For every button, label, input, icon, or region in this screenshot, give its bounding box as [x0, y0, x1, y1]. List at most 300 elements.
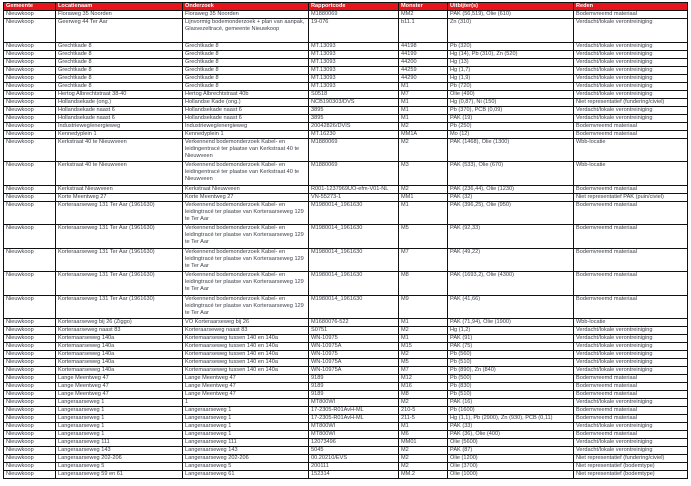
cell-rapportcode: 19-076 [309, 19, 399, 43]
cell-locatienaam: Korteraarseweg 131 Ter Aar (1961630) [56, 295, 183, 319]
cell-locatienaam: Korteraarseweg naast 83 [56, 327, 183, 335]
cell-reden: Verdacht/lokale verontreiniging [574, 74, 688, 82]
cell-locatienaam: Grechtkade 8 [56, 74, 183, 82]
cell-rapportcode: 00.20210/EVS [309, 455, 399, 463]
cell-reden: Verdacht/lokale verontreiniging [574, 58, 688, 66]
cell-monster: M5 [399, 225, 448, 249]
cell-uitbijters: PAK (16) [448, 399, 574, 407]
cell-uitbijters: Hg (13) [448, 58, 574, 66]
cell-reden: Bodemvreemd materiaal [574, 295, 688, 319]
cell-reden: Wbb-locatie [574, 319, 688, 327]
cell-gemeente: Nieuwkoop [4, 122, 56, 130]
cell-rapportcode: WN-10975A [309, 343, 399, 351]
cell-locatienaam: Kortemaarseweg 140a [56, 351, 183, 359]
cell-rapportcode: MT.16230 [309, 130, 399, 138]
cell-uitbijters: PAK (75) [448, 343, 574, 351]
cell-onderzoek: Floraweg 35 Noorden [183, 11, 309, 19]
cell-onderzoek: Verkennend bodemonderzoek Kabel- en leidingentracé ter plaatse van Kerkstraat 40 te Nieuwveen [183, 138, 309, 162]
cell-uitbijters: PAK (32) [448, 193, 574, 201]
cell-uitbijters: PAK (236,44), Olie (1230) [448, 185, 574, 193]
table-row [4, 407, 688, 415]
cell-gemeente: Nieuwkoop [4, 193, 56, 201]
table-row [4, 201, 688, 225]
cell-uitbijters: Pb (320) [448, 42, 574, 50]
cell-monster: MM1A [399, 130, 448, 138]
table-row [4, 351, 688, 359]
cell-monster: M5 [399, 359, 448, 367]
cell-monster: 211-5 [399, 415, 448, 423]
cell-rapportcode: M1980014_1961630 [309, 295, 399, 319]
cell-monster: M2 [399, 455, 448, 463]
cell-locatienaam: Lange Meentweg 47 [56, 383, 183, 391]
cell-gemeente: Nieuwkoop [4, 50, 56, 58]
cell-gemeente: Nieuwkoop [4, 351, 56, 359]
cell-gemeente: Nieuwkoop [4, 407, 56, 415]
cell-locatienaam: Geerweg 44 Ter Aar [56, 19, 183, 43]
cell-reden: Bodemvreemd materiaal [574, 415, 688, 423]
cell-uitbijters: PAK (33) [448, 423, 574, 431]
cell-uitbijters: Olie (5600) [448, 439, 574, 447]
cell-monster: M2 [399, 463, 448, 471]
table-row [4, 106, 688, 114]
cell-rapportcode: M1680076-522 [309, 319, 399, 327]
cell-locatienaam: Langeraarseweg 1 [56, 431, 183, 439]
cell-uitbijters: Hg (1,2) [448, 327, 574, 335]
cell-rapportcode: R001-1237969UO-efm-V01-NL [309, 185, 399, 193]
cell-reden: Verdacht/lokale verontreiniging [574, 327, 688, 335]
cell-locatienaam: Hollandsekade naast 6 [56, 114, 183, 122]
cell-rapportcode: M1980014_1961630 [309, 225, 399, 249]
cell-rapportcode: MT.13093 [309, 42, 399, 50]
cell-locatienaam: Kerkstraat Nieuwveen [56, 185, 183, 193]
cell-locatienaam: Lange Meentweg 47 [56, 391, 183, 399]
table-row [4, 375, 688, 383]
cell-uitbijters: Pb (1600) [448, 407, 574, 415]
cell-onderzoek: Verkennend bodemonderzoek Kabel- en leidingtracé ter plaatse van Korteraarseweg 129 te Ter Aar [183, 201, 309, 225]
cell-uitbijters: PAK (92,33) [448, 225, 574, 249]
cell-gemeente: Nieuwkoop [4, 98, 56, 106]
cell-reden: Bodemvreemd materiaal [574, 201, 688, 225]
table-row [4, 295, 688, 319]
cell-monster: M2 [399, 447, 448, 455]
cell-gemeente: Nieuwkoop [4, 359, 56, 367]
cell-uitbijters: Pb (250) [448, 122, 574, 130]
cell-gemeente: Nieuwkoop [4, 82, 56, 90]
cell-uitbijters: Zn (310) [448, 19, 574, 43]
table-row [4, 50, 688, 58]
cell-uitbijters: Pb (830) [448, 383, 574, 391]
cell-locatienaam: Langeraarseweg 59 en 61 [56, 471, 183, 479]
cell-monster: M1 [399, 98, 448, 106]
cell-uitbijters: Mo (12) [448, 130, 574, 138]
cell-monster: M1 [399, 82, 448, 90]
cell-locatienaam: Industrieweg/energieweg [56, 122, 183, 130]
cell-monster: M2 [399, 138, 448, 162]
cell-locatienaam: Langeraarseweg 143 [56, 447, 183, 455]
cell-rapportcode: M1880069 [309, 162, 399, 186]
cell-reden: Verdacht/lokale verontreiniging [574, 90, 688, 98]
header-locatienaam: Locatienaam [56, 3, 183, 11]
cell-gemeente: Nieuwkoop [4, 42, 56, 50]
cell-monster: MM2 [399, 11, 448, 19]
cell-rapportcode: M1980014_1961630 [309, 272, 399, 296]
cell-locatienaam: Hollandsekade (ong.) [56, 98, 183, 106]
cell-monster: M3 [399, 162, 448, 186]
cell-locatienaam: Korteraarseweg 131 Ter Aar (1961630) [56, 248, 183, 272]
cell-onderzoek: Korte Meentweg 27 [183, 193, 309, 201]
table-row [4, 439, 688, 447]
cell-gemeente: Nieuwkoop [4, 335, 56, 343]
cell-locatienaam: Langeraarseweg 1 [56, 415, 183, 423]
cell-onderzoek: Grechtkade 8 [183, 66, 309, 74]
cell-gemeente: Nieuwkoop [4, 225, 56, 249]
cell-reden: Bodemvreemd materiaal [574, 407, 688, 415]
cell-locatienaam: Kortemaarseweg 140a [56, 343, 183, 351]
table-row [4, 66, 688, 74]
cell-rapportcode: NCB190303/DVS [309, 98, 399, 106]
cell-rapportcode: M1980014_1961630 [309, 201, 399, 225]
cell-reden: Bodemvreemd materiaal [574, 11, 688, 19]
cell-monster: M6 [399, 431, 448, 439]
cell-rapportcode: 12073496 [309, 439, 399, 447]
cell-reden: Bodemvreemd materiaal [574, 225, 688, 249]
cell-rapportcode: M1980014_1961630 [309, 248, 399, 272]
table-row [4, 399, 688, 407]
cell-locatienaam: Korteraarseweg 131 Ter Aar (1961630) [56, 272, 183, 296]
header-row [4, 3, 688, 11]
cell-rapportcode: MT800WI [309, 423, 399, 431]
table-row [4, 82, 688, 90]
cell-reden: Bodemvreemd materiaal [574, 130, 688, 138]
cell-gemeente: Nieuwkoop [4, 90, 56, 98]
cell-locatienaam: Kortemaarseweg 140a [56, 367, 183, 375]
cell-reden: Verdacht/lokale verontreiniging [574, 50, 688, 58]
cell-reden: Wbb-locatie [574, 138, 688, 162]
table-row [4, 122, 688, 130]
cell-reden: Niet representatief PAK (puin/civiel) [574, 193, 688, 201]
cell-onderzoek: Hollandse Kade (ong.) [183, 98, 309, 106]
cell-gemeente: Nieuwkoop [4, 327, 56, 335]
cell-onderzoek: Grechtkade 8 [183, 50, 309, 58]
cell-gemeente: Nieuwkoop [4, 19, 56, 43]
table-row [4, 98, 688, 106]
cell-locatienaam: Kortemaarseweg 140a [56, 335, 183, 343]
table-row [4, 11, 688, 19]
cell-uitbijters: Hg (1,1), Pb (2900), Zn (930), PCB (0,11) [448, 415, 574, 423]
table-body [4, 11, 688, 479]
cell-gemeente: Nieuwkoop [4, 391, 56, 399]
cell-gemeente: Nieuwkoop [4, 415, 56, 423]
table-row [4, 193, 688, 201]
cell-gemeente: Nieuwkoop [4, 74, 56, 82]
cell-monster: M7 [399, 248, 448, 272]
table-row [4, 90, 688, 98]
table-row [4, 447, 688, 455]
cell-monster: MM1 [399, 193, 448, 201]
cell-gemeente: Nieuwkoop [4, 455, 56, 463]
cell-onderzoek: Kortemaarseweg tussen 140 en 140a [183, 367, 309, 375]
cell-monster: M8 [399, 272, 448, 296]
cell-gemeente: Nieuwkoop [4, 471, 56, 479]
cell-rapportcode: MT.13093 [309, 66, 399, 74]
cell-locatienaam: Hertog Albrechtstraat 38-40 [56, 90, 183, 98]
cell-locatienaam: Langeraarseweg 1 [56, 399, 183, 407]
cell-locatienaam: Kennedyplein 1 [56, 130, 183, 138]
cell-monster: 44290 [399, 74, 448, 82]
cell-gemeente: Nieuwkoop [4, 138, 56, 162]
cell-reden: Bodemvreemd materiaal [574, 272, 688, 296]
cell-onderzoek: Verkennend bodemonderzoek Kabel- en leidingtracé ter plaatse van Korteraarseweg 129 te Ter Aar [183, 295, 309, 319]
cell-reden: Bodemvreemd materiaal [574, 375, 688, 383]
cell-uitbijters: Pb (720) [448, 82, 574, 90]
cell-onderzoek: Verkennend bodemonderzoek Kabel- en leidingtracé ter plaatse van Korteraarseweg 129 te Ter Aar [183, 248, 309, 272]
cell-locatienaam: Kortemaarseweg 140a [56, 359, 183, 367]
cell-uitbijters: PAK (87) [448, 447, 574, 455]
cell-onderzoek: Kortemaarseweg tussen 140 en 140a [183, 351, 309, 359]
cell-reden: Verdacht/lokale verontreiniging [574, 343, 688, 351]
cell-gemeente: Nieuwkoop [4, 431, 56, 439]
cell-monster: 44198 [399, 42, 448, 50]
cell-monster: M2 [399, 327, 448, 335]
cell-monster: MM.2 [399, 471, 448, 479]
header-gemeente: Gemeente [4, 3, 56, 11]
cell-onderzoek: Grechtkade 8 [183, 74, 309, 82]
table-row [4, 58, 688, 66]
cell-uitbijters: Olie (3700) [448, 463, 574, 471]
cell-gemeente: Nieuwkoop [4, 114, 56, 122]
cell-monster: M1 [399, 106, 448, 114]
cell-reden: Verdacht/lokale verontreiniging [574, 19, 688, 43]
cell-uitbijters: Pb (890), Zn (840) [448, 367, 574, 375]
header-rapportcode: Rapportcode [309, 3, 399, 11]
table-row [4, 383, 688, 391]
table-row [4, 185, 688, 193]
cell-gemeente: Nieuwkoop [4, 343, 56, 351]
cell-onderzoek: Langeraarseweg 1 [183, 407, 309, 415]
cell-locatienaam: Korteraarseweg 131 Ter Aar (1961630) [56, 225, 183, 249]
cell-onderzoek: Hollandsekade naast 6 [183, 114, 309, 122]
cell-gemeente: Nieuwkoop [4, 375, 56, 383]
table-row [4, 319, 688, 327]
cell-onderzoek: Langeraarseweg 5 [183, 463, 309, 471]
table-row [4, 359, 688, 367]
cell-monster: M2 [399, 399, 448, 407]
cell-onderzoek: Industrieweg/energieweg [183, 122, 309, 130]
cell-monster: M1 [399, 201, 448, 225]
header-reden: Reden [574, 3, 688, 11]
cell-onderzoek: Grechtkade 8 [183, 58, 309, 66]
cell-uitbijters: Hg (0,87), Ni (150) [448, 98, 574, 106]
cell-uitbijters: Olie (1000) [448, 471, 574, 479]
cell-rapportcode: WN-10975 [309, 351, 399, 359]
cell-onderzoek: Verkennend bodemonderzoek Kabel- en leidingentracé ter plaatse van Kerkstraat 40 te Nieuwveen [183, 162, 309, 186]
cell-monster: 44200 [399, 58, 448, 66]
cell-rapportcode: MT.13093 [309, 74, 399, 82]
cell-reden: Verdacht/lokale verontreiniging [574, 66, 688, 74]
cell-uitbijters: PAK (1468), Olie (1300) [448, 138, 574, 162]
cell-onderzoek: Kortemaarseweg tussen 140 en 140a [183, 335, 309, 343]
cell-uitbijters: Pb (510) [448, 391, 574, 399]
cell-rapportcode: MT800WI [309, 399, 399, 407]
cell-onderzoek: Lange Meentweg 47 [183, 375, 309, 383]
table-row [4, 225, 688, 249]
cell-locatienaam: Kerkstraat 40 te Nieuwveen [56, 138, 183, 162]
cell-locatienaam: Langeraarseweg 1 [56, 423, 183, 431]
cell-gemeente: Nieuwkoop [4, 447, 56, 455]
cell-gemeente: Nieuwkoop [4, 201, 56, 225]
cell-reden: Verdacht/lokale verontreiniging [574, 335, 688, 343]
cell-reden: Niet representatief (fundering/civiel) [574, 455, 688, 463]
cell-locatienaam: Langeraarseweg 1 [56, 407, 183, 415]
cell-gemeente: Nieuwkoop [4, 162, 56, 186]
cell-uitbijters: PAK (36), Olie (400) [448, 431, 574, 439]
cell-uitbijters: Hg (1,7) [448, 66, 574, 74]
cell-monster: M2 [399, 351, 448, 359]
table-row [4, 335, 688, 343]
cell-onderzoek: Langeraarseweg 1 [183, 431, 309, 439]
cell-rapportcode: WN-10975A [309, 367, 399, 375]
cell-reden: Verdacht/lokale verontreiniging [574, 367, 688, 375]
table-row [4, 248, 688, 272]
cell-onderzoek: Hertog Albrechtstraat 40b [183, 90, 309, 98]
table-row [4, 162, 688, 186]
cell-uitbijters: Pb (370), PCB (0,09) [448, 106, 574, 114]
cell-monster: M8 [399, 391, 448, 399]
cell-rapportcode: MT800WI [309, 431, 399, 439]
table-row [4, 415, 688, 423]
cell-reden: Verdacht/lokale verontreiniging [574, 447, 688, 455]
table-row [4, 367, 688, 375]
cell-gemeente: Nieuwkoop [4, 367, 56, 375]
cell-rapportcode: 3895 [309, 106, 399, 114]
cell-rapportcode: M1880069 [309, 138, 399, 162]
cell-rapportcode: 20042826/DVIS [309, 122, 399, 130]
cell-monster: M1 [399, 114, 448, 122]
table-row [4, 19, 688, 43]
cell-locatienaam: Floraweg 35 Noorden [56, 11, 183, 19]
cell-uitbijters: Hg (1,9) [448, 74, 574, 82]
cell-onderzoek: Hollandsekade naast 6 [183, 106, 309, 114]
cell-reden: Verdacht/lokale verontreiniging [574, 82, 688, 90]
cell-locatienaam: Kerkstraat 40 te Nieuwveen [56, 162, 183, 186]
cell-onderzoek: Langeraarseweg 202-206 [183, 455, 309, 463]
cell-rapportcode: S0518 [309, 90, 399, 98]
cell-gemeente: Nieuwkoop [4, 248, 56, 272]
cell-rapportcode: 9189 [309, 375, 399, 383]
cell-rapportcode: 3895 [309, 114, 399, 122]
cell-reden: Verdacht/lokale verontreiniging [574, 106, 688, 114]
cell-uitbijters: Pb (500) [448, 375, 574, 383]
cell-monster: M1 [399, 423, 448, 431]
cell-reden: Bodemvreemd materiaal [574, 391, 688, 399]
table-row [4, 138, 688, 162]
cell-rapportcode: S0751 [309, 327, 399, 335]
cell-uitbijters: PAK (56,519), Olie (610) [448, 11, 574, 19]
cell-onderzoek: Lange Meentweg 47 [183, 391, 309, 399]
table-row [4, 431, 688, 439]
cell-monster: MM01 [399, 439, 448, 447]
cell-locatienaam: Langeraarseweg 5 [56, 463, 183, 471]
cell-onderzoek: Kortemaarseweg tussen 140 en 140a [183, 343, 309, 351]
cell-gemeente: Nieuwkoop [4, 11, 56, 19]
cell-gemeente: Nieuwkoop [4, 106, 56, 114]
cell-uitbijters: Olie (490) [448, 90, 574, 98]
cell-onderzoek: Lijnvormig bodemonderzoek + plan van aanpak, Glasvezeltracé, gemeente Nieuwkoop [183, 19, 309, 43]
cell-monster: M7 [399, 367, 448, 375]
table-row [4, 423, 688, 431]
cell-rapportcode: MT.13093 [309, 50, 399, 58]
table-row [4, 130, 688, 138]
cell-gemeente: Nieuwkoop [4, 423, 56, 431]
cell-locatienaam: Langeraarseweg 202-206 [56, 455, 183, 463]
cell-monster: M12 [399, 375, 448, 383]
table-row [4, 114, 688, 122]
cell-gemeente: Nieuwkoop [4, 399, 56, 407]
cell-locatienaam: Grechtkade 8 [56, 66, 183, 74]
cell-locatienaam: Grechtkade 8 [56, 42, 183, 50]
table-row [4, 42, 688, 50]
cell-rapportcode: 152314 [309, 471, 399, 479]
cell-onderzoek: Langeraarseweg 111 [183, 439, 309, 447]
cell-locatienaam: Grechtkade 8 [56, 82, 183, 90]
cell-onderzoek: Grechtkade 8 [183, 42, 309, 50]
cell-rapportcode: M1880069 [309, 11, 399, 19]
cell-onderzoek: Grechtkade 8 [183, 82, 309, 90]
cell-onderzoek: Korteraarseweg naast 83 [183, 327, 309, 335]
cell-monster: M15 [399, 343, 448, 351]
cell-uitbijters: PAK (396,25), Olie (950) [448, 201, 574, 225]
cell-uitbijters: Pb (510) [448, 359, 574, 367]
cell-gemeente: Nieuwkoop [4, 272, 56, 296]
cell-reden: Verdacht/lokale verontreiniging [574, 399, 688, 407]
cell-rapportcode: VN-55273-1 [309, 193, 399, 201]
cell-locatienaam: Grechtkade 8 [56, 50, 183, 58]
table-row [4, 74, 688, 82]
cell-locatienaam: Korteraarseweg bij 26 (Ziggo) [56, 319, 183, 327]
cell-gemeente: Nieuwkoop [4, 185, 56, 193]
cell-monster: M7 [399, 90, 448, 98]
cell-rapportcode: 17-2305-R01AvH-ML [309, 415, 399, 423]
cell-locatienaam: Lange Meentweg 47 [56, 375, 183, 383]
cell-reden: Verdacht/lokale verontreiniging [574, 114, 688, 122]
cell-monster: 210-5 [399, 407, 448, 415]
cell-reden: Niet representatief (fundering/civiel) [574, 98, 688, 106]
cell-onderzoek: VO Korteraarseweg bij 26 [183, 319, 309, 327]
cell-rapportcode: WN-10975A [309, 359, 399, 367]
cell-onderzoek: Langeraarseweg 61 [183, 471, 309, 479]
cell-reden: Verdacht/lokale verontreiniging [574, 42, 688, 50]
header-onderzoek: Onderzoek [183, 3, 309, 11]
cell-uitbijters: PAK (19) [448, 114, 574, 122]
cell-rapportcode: WN-10975 [309, 335, 399, 343]
cell-onderzoek: Kennedyplein 1 [183, 130, 309, 138]
cell-gemeente: Nieuwkoop [4, 463, 56, 471]
uitbijters-table [3, 2, 688, 479]
cell-onderzoek: Langeraarseweg 1 [183, 423, 309, 431]
cell-reden: Niet representatief (bodemtype) [574, 471, 688, 479]
cell-reden: Verdacht/lokale verontreiniging [574, 439, 688, 447]
cell-uitbijters: PAK (91) [448, 335, 574, 343]
cell-gemeente: Nieuwkoop [4, 130, 56, 138]
cell-uitbijters: PAK (1693,2), Olie (4300) [448, 272, 574, 296]
cell-rapportcode: 5045 [309, 447, 399, 455]
cell-onderzoek: Verkennend bodemonderzoek Kabel- en leidingtracé ter plaatse van Korteraarseweg 129 te Ter Aar [183, 225, 309, 249]
cell-monster: M1 [399, 319, 448, 327]
cell-reden: Verdacht/lokale verontreiniging [574, 359, 688, 367]
cell-reden: Niet representatief (bodemtype) [574, 463, 688, 471]
table-row [4, 455, 688, 463]
cell-locatienaam: Korte Meentweg 27 [56, 193, 183, 201]
